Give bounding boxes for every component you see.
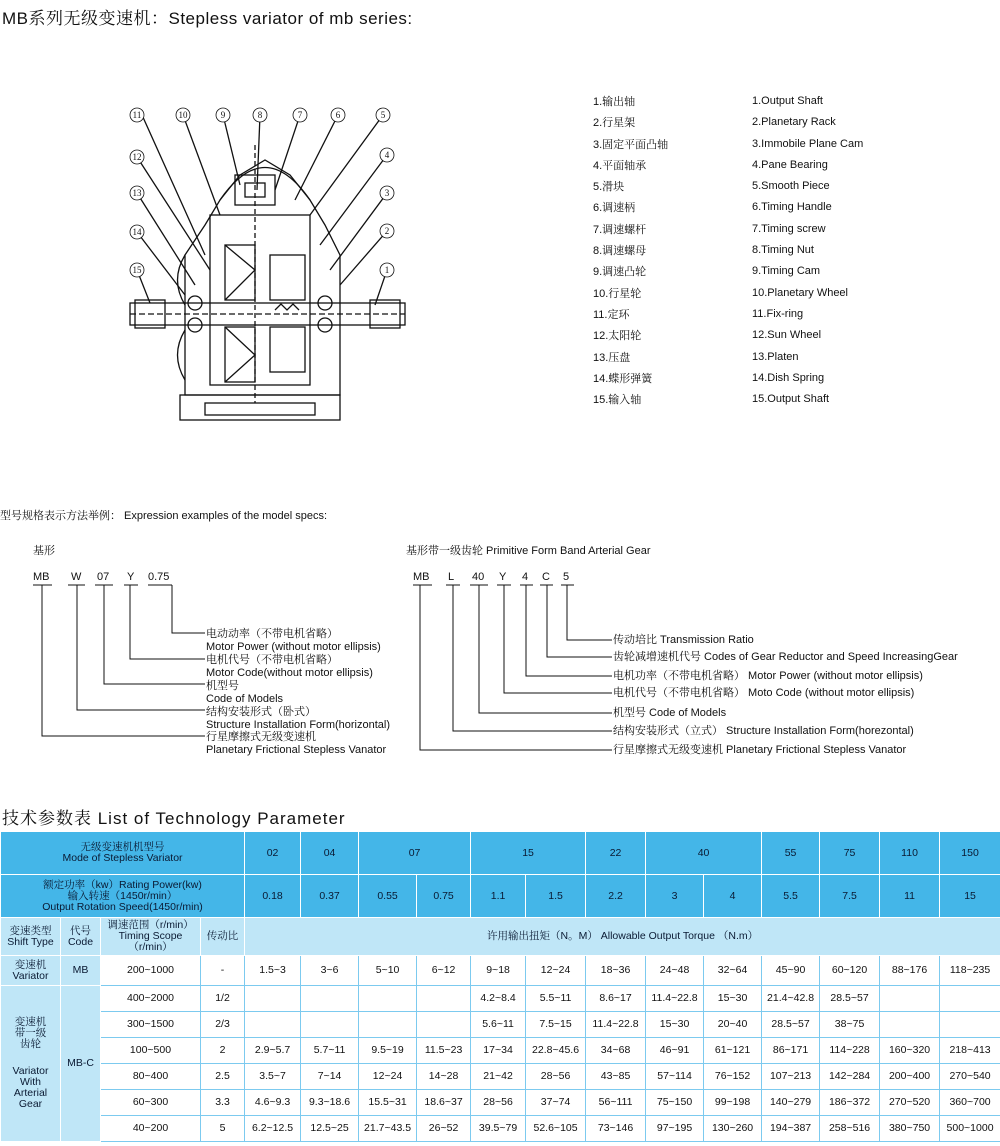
table-cell: 37~74 — [526, 1090, 586, 1116]
table-cell: 43~85 — [586, 1064, 646, 1090]
table-cell: 500~1000 — [940, 1116, 1000, 1142]
svg-text:15: 15 — [132, 265, 142, 275]
left-example-title: 基形 — [33, 545, 55, 557]
mode-cell: 110 — [880, 832, 940, 875]
table-cell: 380~750 — [880, 1116, 940, 1142]
table-cell: 12.5~25 — [301, 1116, 359, 1142]
mbc-code-cell: MB-C — [61, 986, 101, 1142]
table-cell — [880, 1012, 940, 1038]
tech-parameter-heading: 技术参数表 List of Technology Parameter — [2, 809, 346, 828]
left-label-power-cn: 电动动率（不带电机省略） — [206, 628, 338, 640]
parts-list-item: 1.Output Shaft — [752, 95, 823, 107]
table-cell: 5~10 — [359, 956, 417, 986]
table-cell: 32~64 — [704, 956, 762, 986]
power-label-line3: Output Rotation Speed(1450r/min) — [42, 900, 203, 913]
table-cell: 2.9~5.7 — [245, 1038, 301, 1064]
table-cell: 5.7~11 — [301, 1038, 359, 1064]
table-cell — [301, 986, 359, 1012]
page-title: MB系列无级变速机：Stepless variator of mb series: — [2, 9, 413, 28]
parts-list-item: 5.Smooth Piece — [752, 180, 830, 193]
torque-header: 许用输出扭矩（N。M） Allowable Output Torque （N.m） — [245, 918, 1000, 956]
table-cell: 15.5~31 — [359, 1090, 417, 1116]
parts-list-item: 13.压盘 — [593, 351, 631, 364]
table-cell — [880, 986, 940, 1012]
svg-text:7: 7 — [297, 110, 303, 120]
table-cell: 6.2~12.5 — [245, 1116, 301, 1142]
table-cell: 57~114 — [646, 1064, 704, 1090]
code-header — [61, 918, 101, 956]
table-cell — [359, 986, 417, 1012]
table-cell: 300~1500 — [101, 1012, 201, 1038]
mb-row — [1, 956, 1000, 986]
table-cell: 114~228 — [820, 1038, 880, 1064]
parts-list-item: 5.滑块 — [593, 181, 625, 194]
mode-cell: 15 — [471, 832, 586, 875]
parts-list-item: 14.Dish Spring — [752, 371, 825, 384]
right-code-c: C — [542, 571, 550, 583]
table-cell: 60~300 — [101, 1090, 201, 1116]
timing-scope-header-en: Timing Scope — [118, 930, 183, 942]
table-cell: 28~56 — [526, 1064, 586, 1090]
svg-text:3: 3 — [384, 188, 390, 198]
table-cell: 52.6~105 — [526, 1116, 586, 1142]
parts-list-item: 7.调速螺杆 — [593, 223, 647, 236]
parts-list-item: 11.定环 — [593, 308, 630, 321]
parts-list-item: 10.Planetary Wheel — [752, 286, 848, 299]
table-cell: 18.6~37 — [417, 1090, 471, 1116]
shift-type-header — [1, 918, 61, 956]
right-code-5: 5 — [563, 571, 570, 583]
left-code-mb: MB — [33, 571, 50, 583]
parts-list-item: 12.太阳轮 — [593, 330, 642, 343]
table-cell: 194~387 — [762, 1116, 820, 1142]
right-label-structure: 结构安装形式（立式） Structure Installation Form(horezontal) — [613, 725, 914, 737]
power-cell: 0.75 — [417, 875, 471, 918]
parts-list-item: 6.调速柄 — [593, 202, 636, 215]
left-label-power-en: Motor Power (without motor ellipsis) — [206, 641, 381, 653]
table-cell: 100~500 — [101, 1038, 201, 1064]
mbc-type-cn: 带一级 — [14, 1027, 47, 1039]
table-cell: 3~6 — [301, 956, 359, 986]
power-cell: 0.55 — [359, 875, 417, 918]
table-cell: 200~400 — [880, 1064, 940, 1090]
table-cell: 1/2 — [201, 986, 245, 1012]
right-code-y: Y — [499, 571, 507, 583]
table-cell: 14~28 — [417, 1064, 471, 1090]
table-cell — [301, 1012, 359, 1038]
svg-text:11: 11 — [132, 110, 142, 120]
left-code-07: 07 — [97, 571, 110, 583]
table-cell: 160~320 — [880, 1038, 940, 1064]
parts-list-item: 10.行星轮 — [593, 287, 642, 300]
mbc-row — [1, 1038, 1000, 1064]
table-cell: 118~235 — [940, 956, 1000, 986]
table-cell: 9~18 — [471, 956, 526, 986]
mode-cell: 04 — [301, 832, 359, 875]
table-cell: 56~111 — [586, 1090, 646, 1116]
table-cell: 60~120 — [820, 956, 880, 986]
parts-list-item: 4.Pane Bearing — [752, 158, 828, 171]
parts-list-item: 6.Timing Handle — [752, 201, 832, 214]
timing-scope-header-cn: 调速范围（r/min） — [107, 919, 194, 931]
table-cell: 218~413 — [940, 1038, 1000, 1064]
column-header-row — [1, 918, 1000, 956]
svg-text:14: 14 — [132, 227, 142, 237]
mbc-type-en: With — [20, 1076, 41, 1088]
svg-text:10: 10 — [178, 110, 188, 120]
table-cell: 360~700 — [940, 1090, 1000, 1116]
svg-text:4: 4 — [384, 150, 390, 160]
table-cell: - — [201, 956, 245, 986]
table-cell: 11.5~23 — [417, 1038, 471, 1064]
table-cell: 4.6~9.3 — [245, 1090, 301, 1116]
parts-list-item: 11.Fix-ring — [752, 307, 804, 320]
table-cell: 4.2~8.4 — [471, 986, 526, 1012]
mbc-type-cn: 齿轮 — [20, 1038, 41, 1050]
mbc-row — [1, 1116, 1000, 1142]
table-cell: 34~68 — [586, 1038, 646, 1064]
svg-text:9: 9 — [220, 110, 226, 120]
table-cell: 142~284 — [820, 1064, 880, 1090]
shift-type-header-en: Shift Type — [7, 935, 54, 948]
mb-type-cell — [1, 956, 61, 986]
parts-list-item: 12.Sun Wheel — [752, 329, 822, 342]
right-label-motor-power: 电机功率（不带电机省略） Motor Power (without motor ellipsis) — [613, 670, 923, 682]
table-cell: 18~36 — [586, 956, 646, 986]
right-label-motor-code: 电机代号（不带电机省略） Moto Code (without motor ellipsis) — [613, 687, 915, 699]
parts-list-item: 3.Immobile Plane Cam — [752, 137, 864, 150]
table-cell: 6~12 — [417, 956, 471, 986]
power-cell: 0.18 — [245, 875, 301, 918]
table-cell: 270~540 — [940, 1064, 1000, 1090]
right-label-gear-code: 齿轮减增速机代号 Codes of Gear Reductor and Speed IncreasingGear — [613, 651, 958, 663]
model-spec-heading: 型号规格表示方法举例： Expression examples of the model specs: — [0, 510, 328, 522]
table-cell: 38~75 — [820, 1012, 880, 1038]
mode-cell: 75 — [820, 832, 880, 875]
table-cell: 86~171 — [762, 1038, 820, 1064]
table-cell: 15~30 — [704, 986, 762, 1012]
power-cell: 1.5 — [526, 875, 586, 918]
table-cell — [245, 1012, 301, 1038]
power-label-line2: 输入转速（1450r/min） — [67, 889, 178, 902]
mode-cell: 22 — [586, 832, 646, 875]
parts-list-item: 14.蝶形弹簧 — [593, 372, 653, 385]
table-cell: 130~260 — [704, 1116, 762, 1142]
power-cell: 11 — [880, 875, 940, 918]
left-label-motor-code-cn: 电机代号（不带电机省略） — [206, 654, 338, 666]
table-cell: 46~91 — [646, 1038, 704, 1064]
table-cell: 80~400 — [101, 1064, 201, 1090]
right-label-planetary: 行星摩擦式无级变速机 Planetary Frictional Stepless Vanator — [613, 744, 907, 756]
left-code-power: 0.75 — [148, 571, 170, 583]
table-cell: 2/3 — [201, 1012, 245, 1038]
table-cell — [359, 1012, 417, 1038]
left-label-planetary-en: Planetary Frictional Stepless Vanator — [206, 744, 387, 756]
table-cell: 1.5~3 — [245, 956, 301, 986]
parts-list-english — [752, 91, 863, 410]
mbc-type-cn: 变速机 — [14, 1016, 47, 1028]
table-cell: 186~372 — [820, 1090, 880, 1116]
table-cell: 400~2000 — [101, 986, 201, 1012]
mbc-row — [1, 1090, 1000, 1116]
code-header-cn: 代号 — [70, 924, 91, 937]
right-code-4: 4 — [522, 571, 529, 583]
table-cell: 2.5 — [201, 1064, 245, 1090]
table-cell: 5 — [201, 1116, 245, 1142]
table-cell: 45~90 — [762, 956, 820, 986]
table-cell: 11.4~22.8 — [586, 1012, 646, 1038]
table-cell: 9.5~19 — [359, 1038, 417, 1064]
table-cell: 17~34 — [471, 1038, 526, 1064]
mode-cell: 40 — [646, 832, 762, 875]
mb-code-cell: MB — [61, 956, 101, 986]
table-cell: 88~176 — [880, 956, 940, 986]
table-cell: 12~24 — [526, 956, 586, 986]
table-cell: 3.3 — [201, 1090, 245, 1116]
table-cell: 28~56 — [471, 1090, 526, 1116]
power-label-line1: 额定功率（kw）Rating Power(kw) — [43, 878, 202, 891]
table-cell: 15~30 — [646, 1012, 704, 1038]
variator-cross-section-drawing — [125, 105, 410, 435]
table-cell: 61~121 — [704, 1038, 762, 1064]
parts-list-item: 15.Output Shaft — [752, 393, 830, 406]
parts-list-item: 7.Timing screw — [752, 222, 826, 235]
parts-list-item: 4.平面轴承 — [593, 159, 647, 172]
table-cell: 7~14 — [301, 1064, 359, 1090]
table-cell: 28.5~57 — [820, 986, 880, 1012]
table-cell: 8.6~17 — [586, 986, 646, 1012]
mode-label-cn: 无级变速机机型号 — [80, 841, 165, 853]
right-code-l: L — [448, 571, 455, 583]
table-cell: 9.3~18.6 — [301, 1090, 359, 1116]
mode-cell: 02 — [245, 832, 301, 875]
svg-text:12: 12 — [132, 152, 142, 162]
svg-text:13: 13 — [132, 188, 142, 198]
right-label-model: 机型号 Code of Models — [613, 707, 727, 719]
left-label-model-cn: 机型号 — [206, 680, 239, 692]
right-example-title: 基形带一级齿轮 Primitive Form Band Arterial Gear — [406, 545, 651, 557]
table-cell: 7.5~15 — [526, 1012, 586, 1038]
table-cell: 200~1000 — [101, 956, 201, 986]
mode-label-cell — [1, 832, 245, 875]
svg-text:6: 6 — [335, 110, 341, 120]
power-cell: 7.5 — [820, 875, 880, 918]
power-cell: 15 — [940, 875, 1000, 918]
svg-text:1: 1 — [384, 265, 390, 275]
parts-list-item: 9.调速凸轮 — [593, 266, 647, 279]
table-cell: 39.5~79 — [471, 1116, 526, 1142]
table-cell: 3.5~7 — [245, 1064, 301, 1090]
table-cell: 76~152 — [704, 1064, 762, 1090]
technology-parameter-table — [0, 831, 1000, 1142]
mode-cell: 55 — [762, 832, 820, 875]
table-cell — [417, 1012, 471, 1038]
table-cell: 5.5~11 — [526, 986, 586, 1012]
mode-cell: 150 — [940, 832, 1000, 875]
shift-type-header-cn: 变速类型 — [9, 924, 52, 937]
svg-text:8: 8 — [257, 110, 263, 120]
power-row — [1, 875, 1000, 918]
ratio-header: 传动比 — [201, 918, 245, 956]
left-label-structure-en: Structure Installation Form(horizontal) — [206, 719, 391, 731]
left-label-motor-code-en: Motor Code(without motor ellipsis) — [206, 667, 373, 679]
code-header-en: Code — [67, 935, 94, 948]
table-cell: 21~42 — [471, 1064, 526, 1090]
mbc-type-cell — [1, 986, 61, 1142]
left-label-model-en: Code of Models — [206, 693, 284, 705]
left-code-w: W — [71, 571, 82, 583]
mbc-row — [1, 1012, 1000, 1038]
table-cell: 99~198 — [704, 1090, 762, 1116]
table-cell: 11.4~22.8 — [646, 986, 704, 1012]
parts-list-item: 9.Timing Cam — [752, 265, 821, 278]
table-cell: 22.8~45.6 — [526, 1038, 586, 1064]
left-label-planetary-cn: 行星摩擦式无级变速机 — [206, 731, 316, 743]
mbc-type-en: Arterial — [13, 1087, 48, 1099]
table-cell — [940, 986, 1000, 1012]
mode-label-en: Mode of Stepless Variator — [62, 852, 183, 864]
mbc-type-en: Variator — [12, 1065, 49, 1077]
table-cell: 21.4~42.8 — [762, 986, 820, 1012]
table-cell: 2 — [201, 1038, 245, 1064]
table-cell: 40~200 — [101, 1116, 201, 1142]
mb-type-cn: 变速机 — [14, 958, 47, 971]
table-cell: 20~40 — [704, 1012, 762, 1038]
power-cell: 3 — [646, 875, 704, 918]
mbc-type-en: Gear — [18, 1098, 43, 1110]
table-cell: 28.5~57 — [762, 1012, 820, 1038]
svg-text:5: 5 — [380, 110, 386, 120]
power-label-cell — [1, 875, 245, 918]
power-cell: 1.1 — [471, 875, 526, 918]
parts-list-item: 13.Platen — [752, 350, 799, 363]
table-cell: 258~516 — [820, 1116, 880, 1142]
table-cell: 12~24 — [359, 1064, 417, 1090]
table-cell — [940, 1012, 1000, 1038]
table-cell: 270~520 — [880, 1090, 940, 1116]
parts-list-item: 8.Timing Nut — [752, 244, 814, 257]
mbc-row — [1, 1064, 1000, 1090]
power-cell: 2.2 — [586, 875, 646, 918]
timing-scope-header-unit: （r/min） — [128, 941, 173, 953]
parts-list-item: 3.固定平面凸轴 — [593, 138, 669, 151]
parts-list-item: 1.输出轴 — [593, 96, 636, 108]
svg-text:2: 2 — [384, 226, 390, 236]
table-cell: 24~48 — [646, 956, 704, 986]
mbc-row — [1, 986, 1000, 1012]
parts-list-item: 2.行星架 — [593, 117, 636, 130]
parts-list-chinese — [593, 92, 668, 411]
table-cell: 97~195 — [646, 1116, 704, 1142]
mode-cell: 07 — [359, 832, 471, 875]
right-code-mb: MB — [413, 571, 430, 583]
power-cell: 4 — [704, 875, 762, 918]
left-label-structure-cn: 结构安装形式（卧式） — [206, 706, 316, 718]
table-cell: 107~213 — [762, 1064, 820, 1090]
table-cell: 21.7~43.5 — [359, 1116, 417, 1142]
right-code-40: 40 — [472, 571, 485, 583]
parts-list-item: 15.输入轴 — [593, 394, 642, 407]
mode-row — [1, 832, 1000, 875]
table-cell: 73~146 — [586, 1116, 646, 1142]
parts-list-item: 2.Planetary Rack — [752, 116, 836, 129]
table-cell — [245, 986, 301, 1012]
left-code-y: Y — [127, 571, 135, 583]
mb-type-en: Variator — [12, 969, 49, 982]
table-cell: 140~279 — [762, 1090, 820, 1116]
power-cell: 0.37 — [301, 875, 359, 918]
parts-list-item: 8.调速螺母 — [593, 245, 647, 258]
right-label-ratio: 传动培比 Transmission Ratio — [613, 634, 754, 646]
table-cell: 26~52 — [417, 1116, 471, 1142]
table-cell: 75~150 — [646, 1090, 704, 1116]
power-cell: 5.5 — [762, 875, 820, 918]
table-cell — [417, 986, 471, 1012]
timing-scope-header — [101, 918, 201, 956]
table-cell: 5.6~11 — [471, 1012, 526, 1038]
